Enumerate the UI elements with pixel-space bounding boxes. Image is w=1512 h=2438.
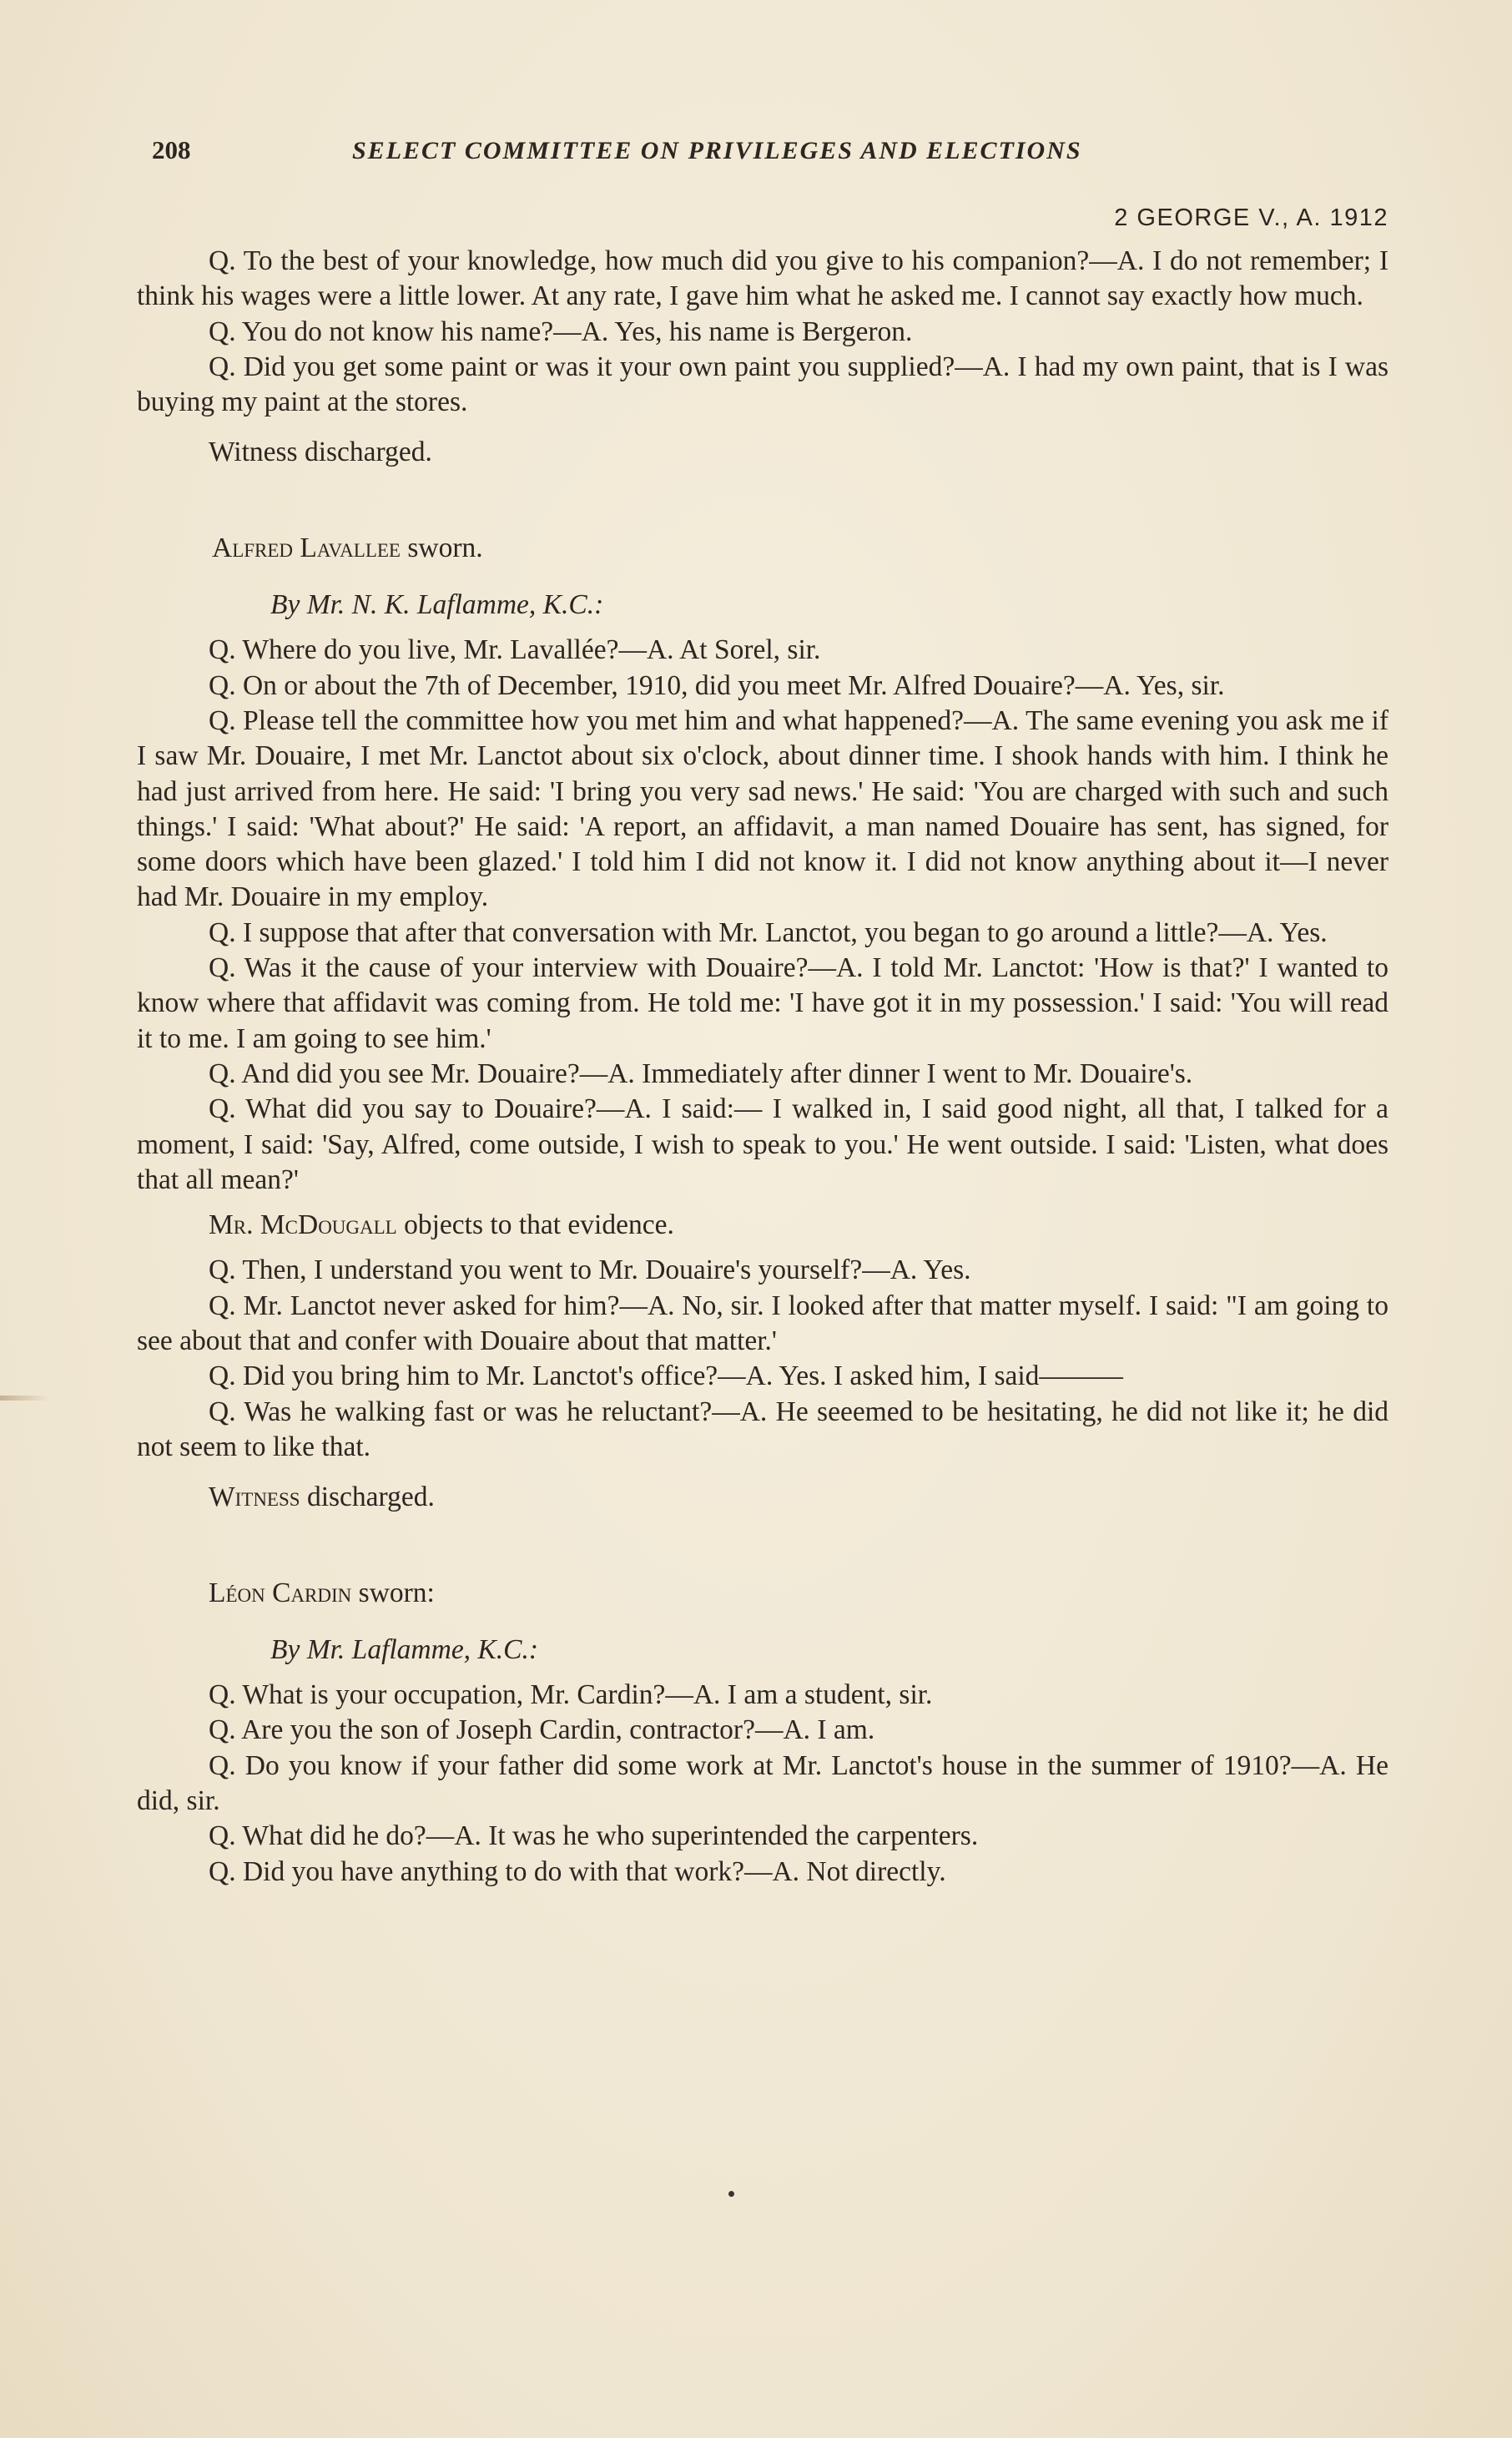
- sworn-text: sworn:: [351, 1577, 435, 1608]
- paragraph: Q. You do not know his name?—A. Yes, his name is Bergeron.: [209, 315, 913, 347]
- objection-note: [137, 1208, 1389, 1243]
- paragraph: Q. Did you get some paint or was it your own paint you supplied?—A. I had my own paint, that is I was buying my paint at the stores.: [137, 351, 1389, 418]
- paragraph: Q. What is your occupation, Mr. Cardin?—A. I am a student, sir.: [209, 1679, 933, 1711]
- paragraph: Q. And did you see Mr. Douaire?—A. Immediately after dinner I went to Mr. Douaire's.: [209, 1057, 1193, 1089]
- paragraph: Q. Are you the son of Joseph Cardin, contractor?—A. I am.: [209, 1714, 875, 1746]
- discharged-text: discharged.: [300, 1481, 435, 1513]
- paragraph: Q. Did you have anything to do with that work?—A. Not directly.: [209, 1855, 946, 1887]
- paragraph: Q. Mr. Lanctot never asked for him?—A. No, sir. I looked after that matter myself. I said: "I am going to see about that and confer with Douaire about that matter.': [137, 1290, 1389, 1357]
- paragraph: Q. Where do you live, Mr. Lavallée?—A. At Sorel, sir.: [209, 634, 821, 666]
- paragraph: Q. Do you know if your father did some work at Mr. Lanctot's house in the summer of 1910?—A. He did, sir.: [137, 1749, 1389, 1816]
- witness-name: Alfred Lavallee: [212, 532, 401, 563]
- body-text: [137, 244, 1389, 1890]
- paragraph: Q. What did you say to Douaire?—A. I said:— I walked in, I said good night, all that, I talked for a moment, I said: 'Say, Alfred, come outside, I wish to speak to you.' He went outside. I said: 'Listen, what does that all mean?': [137, 1093, 1389, 1195]
- sworn-text: sworn.: [400, 532, 483, 563]
- page-number: 208: [152, 135, 191, 164]
- paragraph: Q. Did you bring him to Mr. Lanctot's office?—A. Yes. I asked him, I said———: [209, 1360, 1123, 1392]
- paragraph: Q. What did he do?—A. It was he who superintended the carpenters.: [209, 1820, 979, 1852]
- session-line: 2 GEORGE V., A. 1912: [1114, 204, 1389, 231]
- printer-mark: [728, 2191, 734, 2197]
- paragraph: Q. On or about the 7th of December, 1910, did you meet Mr. Alfred Douaire?—A. Yes, sir.: [209, 669, 1225, 701]
- paragraph: Q. Then, I understand you went to Mr. Douaire's yourself?—A. Yes.: [209, 1254, 971, 1286]
- witness-discharged: Witness discharged.: [209, 437, 432, 468]
- witness-discharged: [137, 1480, 1389, 1515]
- objector-name: Mr. McDougall: [209, 1209, 397, 1241]
- running-head: SELECT COMMITTEE ON PRIVILEGES AND ELECTIONS: [352, 137, 1082, 164]
- witness-sworn: [137, 531, 1389, 566]
- examiner-byline: By Mr. Laflamme, K.C.:: [270, 1633, 539, 1665]
- examiner-byline: By Mr. N. K. Laflamme, K.C.:: [270, 589, 604, 621]
- witness-name: Léon Cardin: [209, 1577, 352, 1608]
- paragraph: Q. I suppose that after that conversation with Mr. Lanctot, you began to go around a little?—A. Yes.: [209, 916, 1328, 948]
- paragraph: Q. To the best of your knowledge, how much did you give to his companion?—A. I do not remember; I think his wages were a little lower. At any rate, I gave him what he asked me. I cannot say exactly how much.: [137, 245, 1389, 312]
- witness-sworn: [137, 1576, 1389, 1611]
- paragraph: Q. Was he walking fast or was he reluctant?—A. He seeemed to be hesitating, he did not like it; he did not seem to like that.: [137, 1396, 1389, 1462]
- page-crease: [0, 1396, 50, 1401]
- paragraph: Q. Was it the cause of your interview with Douaire?—A. I told Mr. Lanctot: 'How is that?' I wanted to know where that affidavit was coming from. He told me: 'I have got it in my possession.' I said: 'You will read it to me. I am going to see him.': [137, 952, 1389, 1054]
- witness-label: Witness: [209, 1481, 300, 1513]
- page-header: [152, 135, 1195, 177]
- paragraph: Q. Please tell the committee how you met him and what happened?—A. The same evening you ask me if I saw Mr. Douaire, I met Mr. Lanctot about six o'clock, about dinner time. I shook hands with him. I think he had just arrived from here. He said: 'I bring you very sad news.' He said: 'You are charged with such and such things.' I said: 'What about?' He said: 'A report, an affidavit, a man named Douaire has sent, has signed, for some doors which have been glazed.' I told him I did not know it. I did not know anything about it—I never had Mr. Douaire in my employ.: [137, 704, 1389, 913]
- objection-text: objects to that evidence.: [396, 1209, 674, 1241]
